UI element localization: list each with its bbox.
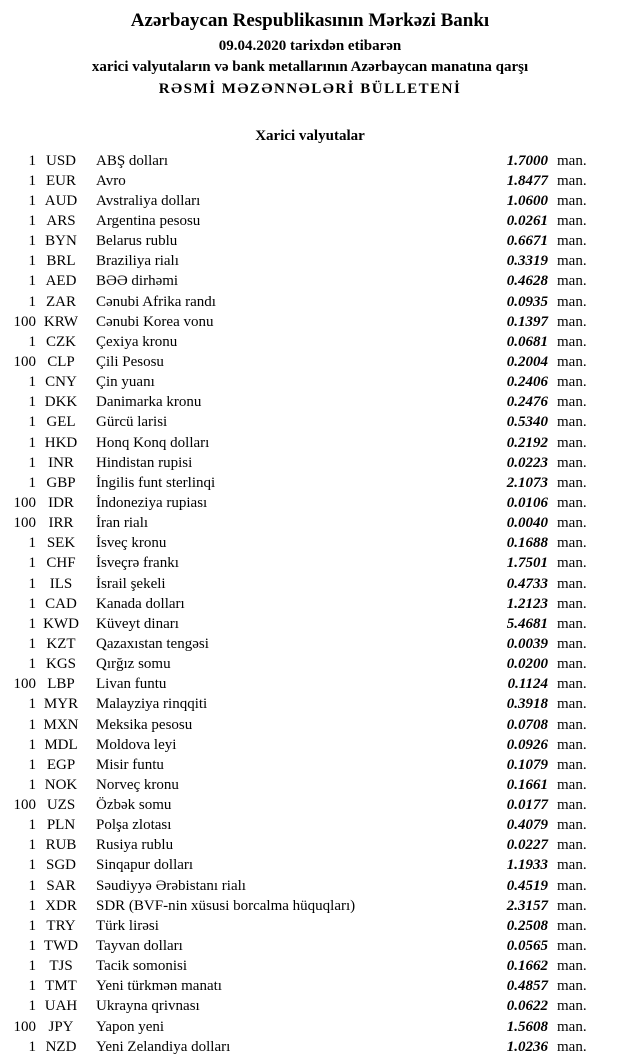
- currency-name: Tacik somonisi: [96, 958, 188, 975]
- currency-rate: 0.0935: [506, 293, 548, 310]
- currency-code: TJS: [49, 958, 73, 975]
- currency-name: BƏƏ dirhəmi: [96, 273, 179, 290]
- currency-unit-label: man.: [557, 958, 587, 975]
- currency-qty: 1: [28, 374, 36, 391]
- currency-name: Meksika pesosu: [96, 716, 193, 733]
- currency-name: Hindistan rupisi: [96, 454, 193, 471]
- currency-name: Honq Konq dolları: [96, 434, 210, 451]
- currency-row: [6, 554, 594, 574]
- currency-qty: 1: [28, 454, 36, 471]
- currency-name: Cənubi Afrika randı: [96, 293, 216, 310]
- currency-qty: 100: [13, 494, 36, 511]
- currency-unit-label: man.: [557, 716, 587, 733]
- currency-row: [6, 232, 594, 252]
- currency-qty: 1: [28, 293, 36, 310]
- currency-row: [6, 514, 594, 534]
- currency-rate: 0.0681: [506, 333, 548, 350]
- currency-table: [0, 151, 620, 1057]
- currency-unit-label: man.: [557, 917, 587, 934]
- currency-code: SGD: [45, 857, 76, 874]
- currency-qty: 1: [28, 414, 36, 431]
- currency-row: [6, 695, 594, 715]
- currency-name: Çexiya kronu: [96, 333, 178, 350]
- currency-row: [6, 352, 594, 372]
- currency-row: [6, 957, 594, 977]
- currency-rate: 0.3319: [506, 253, 548, 270]
- currency-code: NOK: [44, 776, 78, 793]
- currency-name: İsveç kronu: [96, 535, 167, 552]
- currency-qty: 100: [13, 1018, 36, 1035]
- currency-rate: 1.7000: [506, 152, 548, 169]
- currency-unit-label: man.: [557, 515, 587, 532]
- currency-unit-label: man.: [557, 555, 587, 572]
- currency-row: [6, 655, 594, 675]
- currency-unit-label: man.: [557, 454, 587, 471]
- currency-code: CAD: [45, 595, 77, 612]
- currency-unit-label: man.: [557, 998, 587, 1015]
- currency-unit-label: man.: [557, 656, 587, 673]
- currency-code: UAH: [44, 998, 78, 1015]
- bulletin-name: RƏSMİ MƏZƏNNƏLƏRİ BÜLLETENİ: [158, 81, 462, 97]
- currency-name: Argentina pesosu: [96, 212, 201, 229]
- currency-code: BYN: [45, 233, 77, 250]
- currency-name: Çili Pesosu: [96, 353, 164, 370]
- currency-unit-label: man.: [557, 797, 587, 814]
- currency-rate: 0.0261: [506, 212, 548, 229]
- currency-rate: 0.1688: [506, 535, 548, 552]
- currency-code: GEL: [46, 414, 76, 431]
- currency-qty: 1: [28, 998, 36, 1015]
- currency-rate: 0.0106: [506, 494, 548, 511]
- currency-qty: 1: [28, 696, 36, 713]
- currency-unit-label: man.: [557, 233, 587, 250]
- currency-qty: 1: [28, 1038, 36, 1055]
- currency-unit-label: man.: [557, 978, 587, 995]
- currency-row: [6, 896, 594, 916]
- currency-row: [6, 997, 594, 1017]
- currency-unit-label: man.: [557, 817, 587, 834]
- currency-unit-label: man.: [557, 273, 587, 290]
- currency-qty: 1: [28, 595, 36, 612]
- currency-row: [6, 211, 594, 231]
- currency-qty: 1: [28, 877, 36, 894]
- currency-rate: 0.0227: [506, 837, 548, 854]
- currency-row: [6, 977, 594, 997]
- currency-rate: 0.1661: [506, 776, 548, 793]
- currency-name: Avro: [96, 172, 126, 189]
- currency-name: Özbək somu: [96, 797, 172, 814]
- currency-qty: 1: [28, 656, 36, 673]
- currency-code: DKK: [44, 394, 78, 411]
- currency-unit-label: man.: [557, 474, 587, 491]
- currency-qty: 1: [28, 736, 36, 753]
- currency-unit-label: man.: [557, 414, 587, 431]
- currency-name: Misir funtu: [96, 756, 164, 773]
- currency-code: KGS: [45, 656, 76, 673]
- currency-row: [6, 493, 594, 513]
- currency-row: [6, 332, 594, 352]
- currency-rate: 2.1073: [506, 474, 548, 491]
- currency-row: [6, 473, 594, 493]
- currency-row: [6, 876, 594, 896]
- currency-rate: 0.1662: [506, 958, 548, 975]
- currency-rate: 0.4628: [506, 273, 548, 290]
- currency-rate: 1.2123: [506, 595, 548, 612]
- currency-code: EGP: [46, 756, 76, 773]
- currency-rate: 0.1079: [506, 756, 548, 773]
- currency-code: ARS: [46, 212, 76, 229]
- currency-unit-label: man.: [557, 756, 587, 773]
- currency-qty: 1: [28, 253, 36, 270]
- currency-unit-label: man.: [557, 313, 587, 330]
- currency-rate: 0.0039: [506, 635, 548, 652]
- currency-code: HKD: [44, 434, 78, 451]
- currency-name: Yeni türkmən manatı: [96, 978, 222, 995]
- currency-row: [6, 936, 594, 956]
- currency-code: INR: [48, 454, 74, 471]
- currency-unit-label: man.: [557, 736, 587, 753]
- currency-name: Cənubi Korea vonu: [96, 313, 214, 330]
- currency-code: LBP: [47, 676, 75, 693]
- currency-rate: 1.7501: [506, 555, 548, 572]
- currency-rate: 0.4733: [506, 575, 548, 592]
- currency-code: XDR: [45, 897, 77, 914]
- currency-unit-label: man.: [557, 938, 587, 955]
- currency-name: Belarus rublu: [96, 233, 178, 250]
- bulletin-subtitle: xarici valyutaların və bank metallarının Azərbaycan manatına qarşı: [91, 59, 529, 75]
- currency-code: JPY: [48, 1018, 74, 1035]
- currency-name: Polşa zlotası: [96, 817, 172, 834]
- currency-qty: 1: [28, 958, 36, 975]
- currency-row: [6, 252, 594, 272]
- currency-unit-label: man.: [557, 635, 587, 652]
- currency-name: Avstraliya dolları: [96, 192, 201, 209]
- currency-rate: 0.4079: [506, 817, 548, 834]
- currency-unit-label: man.: [557, 152, 587, 169]
- currency-unit-label: man.: [557, 615, 587, 632]
- currency-rate: 1.1933: [506, 857, 548, 874]
- currency-name: Küveyt dinarı: [96, 615, 179, 632]
- currency-code: USD: [45, 152, 76, 169]
- currency-rate: 0.0708: [506, 716, 548, 733]
- currency-unit-label: man.: [557, 374, 587, 391]
- currency-code: BRL: [46, 253, 76, 270]
- currency-code: KZT: [46, 635, 76, 652]
- currency-code: SEK: [46, 535, 76, 552]
- currency-qty: 100: [13, 313, 36, 330]
- currency-unit-label: man.: [557, 212, 587, 229]
- currency-row: [6, 191, 594, 211]
- currency-rate: 0.4519: [506, 877, 548, 894]
- currency-row: [6, 594, 594, 614]
- currency-qty: 100: [13, 515, 36, 532]
- currency-name: İran rialı: [96, 515, 149, 532]
- currency-unit-label: man.: [557, 595, 587, 612]
- currency-qty: 1: [28, 192, 36, 209]
- section-title-foreign-currencies: Xarici valyutalar: [255, 128, 365, 144]
- currency-name: Rusiya rublu: [96, 837, 174, 854]
- currency-unit-label: man.: [557, 897, 587, 914]
- currency-row: [6, 151, 594, 171]
- currency-rate: 0.0223: [506, 454, 548, 471]
- currency-row: [6, 534, 594, 554]
- currency-name: İsrail şekeli: [96, 575, 166, 592]
- currency-code: RUB: [45, 837, 77, 854]
- currency-rate: 5.4681: [506, 615, 548, 632]
- currency-row: [6, 272, 594, 292]
- currency-code: UZS: [46, 797, 76, 814]
- currency-rate: 0.2004: [506, 353, 548, 370]
- currency-rate: 0.1124: [507, 676, 548, 693]
- currency-code: KRW: [43, 313, 79, 330]
- currency-qty: 1: [28, 635, 36, 652]
- currency-code: MXN: [43, 716, 79, 733]
- currency-code: CHF: [46, 555, 76, 572]
- currency-rate: 1.5608: [506, 1018, 548, 1035]
- currency-unit-label: man.: [557, 394, 587, 411]
- currency-qty: 1: [28, 615, 36, 632]
- currency-unit-label: man.: [557, 676, 587, 693]
- currency-rate: 0.6671: [506, 233, 548, 250]
- currency-rate: 1.0600: [506, 192, 548, 209]
- currency-row: [6, 292, 594, 312]
- currency-qty: 1: [28, 716, 36, 733]
- currency-unit-label: man.: [557, 696, 587, 713]
- currency-name: Kanada dolları: [96, 595, 185, 612]
- currency-name: Braziliya rialı: [96, 253, 179, 270]
- currency-rate: 0.2476: [506, 394, 548, 411]
- currency-row: [6, 393, 594, 413]
- currency-code: PLN: [46, 817, 76, 834]
- currency-unit-label: man.: [557, 172, 587, 189]
- currency-qty: 100: [13, 353, 36, 370]
- currency-name: Səudiyyə Ərəbistanı rialı: [96, 877, 246, 894]
- currency-qty: 1: [28, 434, 36, 451]
- currency-code: KWD: [43, 615, 79, 632]
- bank-title: Azərbaycan Respublikasının Mərkəzi Bankı: [130, 10, 490, 31]
- currency-name: Qazaxıstan tengəsi: [96, 635, 209, 652]
- currency-rate: 0.1397: [506, 313, 548, 330]
- currency-qty: 1: [28, 938, 36, 955]
- currency-rate: 0.0622: [506, 998, 548, 1015]
- currency-row: [6, 816, 594, 836]
- currency-row: [6, 856, 594, 876]
- currency-qty: 1: [28, 978, 36, 995]
- currency-unit-label: man.: [557, 353, 587, 370]
- currency-rate: 0.0926: [506, 736, 548, 753]
- currency-unit-label: man.: [557, 776, 587, 793]
- currency-qty: 1: [28, 897, 36, 914]
- currency-name: ABŞ dolları: [96, 152, 169, 169]
- currency-qty: 100: [13, 797, 36, 814]
- currency-rate: 2.3157: [506, 897, 548, 914]
- currency-row: [6, 1017, 594, 1037]
- currency-name: Yeni Zelandiya dolları: [96, 1038, 231, 1055]
- currency-code: AUD: [44, 192, 78, 209]
- currency-rate: 0.0200: [506, 656, 548, 673]
- currency-name: Norveç kronu: [96, 776, 179, 793]
- currency-code: GBP: [46, 474, 76, 491]
- currency-row: [6, 715, 594, 735]
- currency-qty: 1: [28, 233, 36, 250]
- currency-name: Danimarka kronu: [96, 394, 202, 411]
- currency-unit-label: man.: [557, 494, 587, 511]
- currency-qty: 1: [28, 756, 36, 773]
- currency-name: SDR (BVF-nin xüsusi borcalma hüquqları): [96, 897, 356, 914]
- currency-unit-label: man.: [557, 434, 587, 451]
- currency-unit-label: man.: [557, 1038, 587, 1055]
- currency-code: MDL: [44, 736, 78, 753]
- currency-row: [6, 916, 594, 936]
- currency-name: Qırğız somu: [96, 656, 171, 673]
- currency-unit-label: man.: [557, 293, 587, 310]
- currency-code: MYR: [43, 696, 79, 713]
- currency-unit-label: man.: [557, 837, 587, 854]
- currency-row: [6, 373, 594, 393]
- bulletin-header: [0, 8, 620, 100]
- currency-name: Livan funtu: [96, 676, 167, 693]
- currency-qty: 1: [28, 172, 36, 189]
- currency-rate: 1.8477: [506, 172, 548, 189]
- currency-qty: 1: [28, 817, 36, 834]
- currency-qty: 1: [28, 474, 36, 491]
- currency-rate: 0.2406: [506, 374, 548, 391]
- currency-name: Türk lirəsi: [96, 917, 159, 934]
- currency-row: [6, 775, 594, 795]
- currency-rate: 0.2508: [506, 917, 548, 934]
- currency-unit-label: man.: [557, 877, 587, 894]
- currency-row: [6, 755, 594, 775]
- currency-qty: 1: [28, 535, 36, 552]
- currency-code: TRY: [46, 917, 76, 934]
- currency-code: AED: [45, 273, 77, 290]
- currency-row: [6, 735, 594, 755]
- currency-qty: 1: [28, 333, 36, 350]
- currency-row: [6, 634, 594, 654]
- currency-qty: 1: [28, 857, 36, 874]
- currency-code: ILS: [49, 575, 73, 592]
- currency-code: TWD: [43, 938, 79, 955]
- currency-code: ZAR: [46, 293, 76, 310]
- currency-name: İsveçrə frankı: [96, 555, 179, 572]
- currency-qty: 1: [28, 273, 36, 290]
- currency-row: [6, 312, 594, 332]
- currency-qty: 1: [28, 776, 36, 793]
- currency-code: CZK: [46, 333, 76, 350]
- currency-qty: 1: [28, 212, 36, 229]
- currency-code: TMT: [45, 978, 77, 995]
- currency-name: Çin yuanı: [96, 374, 155, 391]
- currency-rate: 0.4857: [506, 978, 548, 995]
- currency-rate: 0.2192: [506, 434, 548, 451]
- currency-qty: 1: [28, 575, 36, 592]
- currency-row: [6, 1037, 594, 1057]
- currency-unit-label: man.: [557, 192, 587, 209]
- currency-code: CLP: [47, 353, 75, 370]
- currency-name: Tayvan dolları: [96, 938, 183, 955]
- currency-name: İngilis funt sterlinqi: [96, 474, 216, 491]
- currency-qty: 100: [13, 676, 36, 693]
- currency-code: EUR: [46, 172, 76, 189]
- currency-qty: 1: [28, 837, 36, 854]
- currency-code: CNY: [45, 374, 77, 391]
- currency-qty: 1: [28, 917, 36, 934]
- currency-row: [6, 433, 594, 453]
- currency-row: [6, 836, 594, 856]
- currency-code: IRR: [48, 515, 74, 532]
- currency-name: Gürcü larisi: [96, 414, 168, 431]
- currency-row: [6, 574, 594, 594]
- currency-row: [6, 171, 594, 191]
- currency-rate: 0.5340: [506, 414, 548, 431]
- effective-date-line: 09.04.2020 tarixdən etibarən: [218, 38, 402, 54]
- currency-row: [6, 675, 594, 695]
- currency-unit-label: man.: [557, 253, 587, 270]
- currency-qty: 1: [28, 555, 36, 572]
- currency-row: [6, 453, 594, 473]
- currency-code: IDR: [48, 494, 74, 511]
- currency-unit-label: man.: [557, 575, 587, 592]
- currency-unit-label: man.: [557, 535, 587, 552]
- currency-rate: 0.0040: [506, 515, 548, 532]
- currency-rate: 0.0565: [506, 938, 548, 955]
- currency-rate: 0.3918: [506, 696, 548, 713]
- currency-code: SAR: [46, 877, 76, 894]
- currency-qty: 1: [28, 152, 36, 169]
- currency-name: Sinqapur dolları: [96, 857, 194, 874]
- currency-name: Moldova leyi: [96, 736, 177, 753]
- currency-code: NZD: [45, 1038, 77, 1055]
- currency-row: [6, 413, 594, 433]
- currency-qty: 1: [28, 394, 36, 411]
- currency-rate: 1.0236: [506, 1038, 548, 1055]
- currency-row: [6, 796, 594, 816]
- currency-unit-label: man.: [557, 857, 587, 874]
- currency-name: Yapon yeni: [96, 1018, 165, 1035]
- currency-name: Malayziya rinqqiti: [96, 696, 208, 713]
- currency-unit-label: man.: [557, 333, 587, 350]
- currency-name: İndoneziya rupiası: [96, 494, 208, 511]
- currency-unit-label: man.: [557, 1018, 587, 1035]
- currency-row: [6, 614, 594, 634]
- currency-rate: 0.0177: [506, 797, 548, 814]
- currency-name: Ukrayna qrivnası: [96, 998, 200, 1015]
